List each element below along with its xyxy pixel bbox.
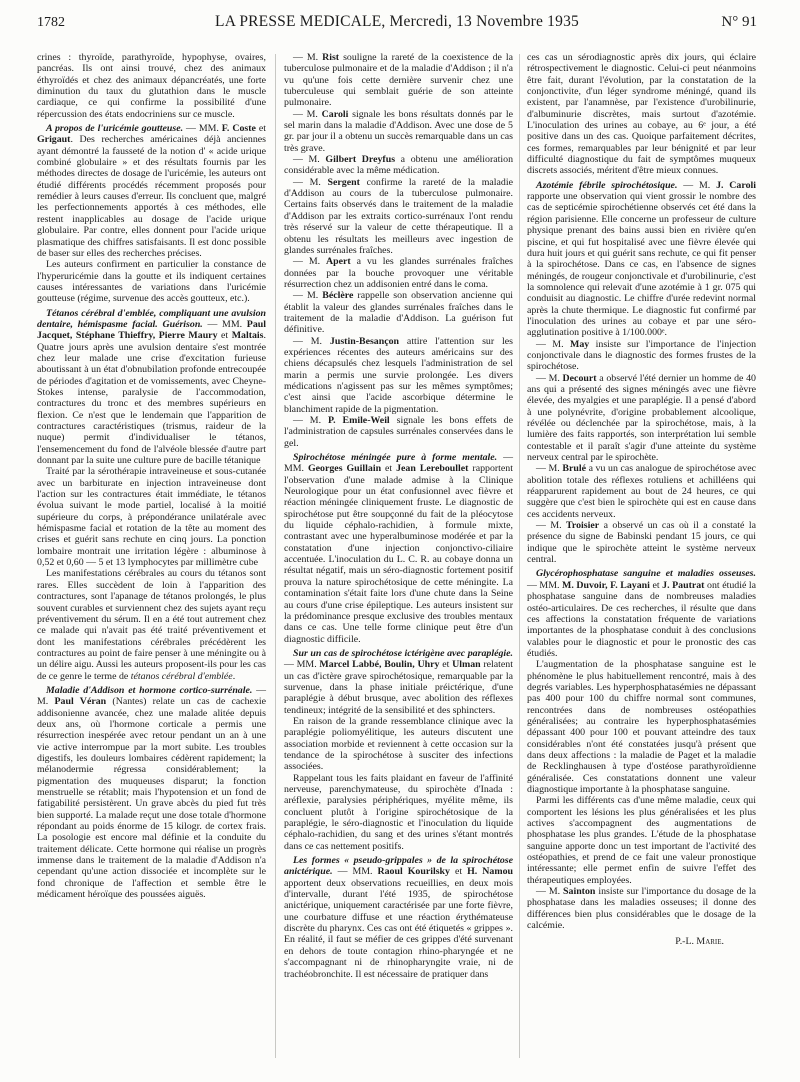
article-paragraph	[527, 463, 756, 520]
body-text: . Des recherches américaines déjà anciennes ayant démontré la fausseté de la notion d' « acide urique combiné globulaire » et des résultats fournis par les méthodes directes de dosage de l'uricémie, les auteurs ont étudié différents procédés récemment proposés pour remédier à leurs causes d'erreur. Ils concluent que, malgré les perfectionnements apportés à ces méthodes, elle restent inapplicables au dosage de l'acide urique globulaire. Par contre, elles donnent pour l'acide urique plasmatique des chiffres satisfaisants. Il est donc possible de baser sur elles des recherches précises.	[37, 134, 266, 259]
author-name: Ulman	[452, 659, 481, 671]
article-paragraph	[37, 466, 266, 568]
author-name: P. Emile-Weil	[327, 415, 390, 426]
article-title: Glycérophosphatase sanguine et maladies osseuses.	[536, 568, 756, 580]
article-paragraph	[527, 886, 756, 931]
article-paragraph	[284, 415, 513, 449]
body-text: — M.	[536, 886, 564, 898]
body-text: L'augmentation de la phosphatase sanguine est le phénomène le plus habituellement rencontré, mais à des degrés variables. Les hyperphosphatasémies ne dépassant pas 400 pour 100 du chiffre normal sont communes, rencontrées dans de nombreuses ostéopathies généralisées; au contraire les hyperphosphatasémies dépassant 400 pour 100 et pouvant atteindre des taux considérables n'ont été constatées jusqu'à présent que dans deux affections : la maladie de Paget et la maladie de Recklinghausen à type d'ostéose parathyroïdienne généralisée. Ces constatations donnent une valeur diagnostique importante à la phosphatase sanguine.	[527, 659, 756, 795]
author-name: Justin-Besançon	[329, 335, 400, 347]
article-paragraph	[527, 52, 756, 177]
body-text: — M.	[37, 684, 267, 708]
body-text: — M.	[293, 415, 328, 426]
body-text: insiste sur l'importance de l'injection conjonctivale dans le diagnostic des formes frustes de la spirochétose.	[527, 338, 757, 373]
body-text: a observé un cas où il a constaté la présence du signe de Babinski pendant 15 jours, ce qui indique que le spirochète atteint le système nerveux central.	[527, 520, 756, 566]
author-name: Paul Véran	[54, 696, 107, 708]
body-text: — M.	[293, 108, 322, 120]
body-text: Traité par la sérothérapie intraveineuse et sous-cutanée avec un barbiturate en injection intraveineuse dont l'action sur les contractures était immédiate, le tétanos évolua suivant le mode partiel, localisé à la moitié supérieure du corps, à prépondérance unilatérale avec hémispasme facial et rotation de la tête au moment des crises et guérit sans rechute en cinq jours. La ponction lombaire montrait une irritation légère : albuminose à 0,52 et 0,60 — 5 et 13 lymphocytes par millimètre cube	[37, 466, 266, 569]
author-name: Decourt	[562, 372, 597, 384]
body-text: — M.	[536, 463, 563, 475]
body-text: (Nantes) relate un cas de cachexie addisonienne avancée, chez une malade alitée depuis deux ans, où l'hormone corticale a permis une résurrection inespérée avec retour pendant un an à une vie active interrompue par la mort subite. Les troubles digestifs, les douleurs lombaires cédèrent rapidement; la mélanodermie régressa considérablement; la pigmentation des muqueuses disparut; la fonction menstruelle se rétablit; mais l'hypotension et un fond de fatigabilité persistèrent. Un grave abcès du pied fut très bien supporté. La malade reçut une dose totale d'hormone répondant au poids énorme de 15 kilogr. de cortex frais. La posologie est encore mal définie et la conduite du traitement délicate. Cette hormone qui réalise un progrès immense dans le traitement de la maladie d'Addison n'a cependant qu'une action dissociée et incomplète sur le fond chronique de l'affection et semble être le médicament héroïque des poussées aiguës.	[37, 696, 266, 901]
article-paragraph	[37, 52, 266, 120]
article-heading-paragraph	[284, 648, 513, 716]
author-name: Paul Jacquet, Stéphane Thieffry, Pierre Maury	[37, 318, 266, 342]
page-header	[37, 13, 757, 35]
body-text: et	[449, 866, 468, 878]
body-text: — MM.	[332, 866, 378, 878]
body-text: — M.	[293, 154, 326, 166]
author-name: Rist	[322, 52, 340, 63]
article-paragraph	[284, 177, 513, 256]
author-name: M. Duvoir, F. Layani	[562, 579, 650, 591]
article-paragraph	[527, 520, 756, 565]
body-text: — M.	[536, 372, 563, 384]
article-heading-paragraph	[284, 452, 513, 645]
author-name: Jean Lereboullet	[396, 463, 469, 475]
body-text: et	[217, 330, 232, 342]
author-name: Apert	[326, 256, 351, 268]
body-text: a obtenu une amélioration considérable avec la même médication.	[284, 154, 514, 177]
body-text: — M.	[677, 179, 717, 191]
article-title: Les formes « pseudo-grippales » de la spirochétose anictérique.	[284, 855, 513, 878]
article-heading-paragraph	[37, 308, 266, 467]
body-text: souligne la rareté de la coexistence de la tuberculose pulmonaire et de la maladie d'Addison ; il n'a vu qu'une fois cette dernière survenir chez une tuberculeuse qui semblait guérie de son atteinte pulmonaire.	[284, 52, 513, 109]
body-text: ces cas un sérodiagnostic après dix jours, qui éclaire rétrospectivement le diagnostic. Celui-ci peut néanmoins être fait, durant l'évolution, par la constatation de la conjonctivite, d'un léger syndrome méningé, quand ils existent, par l'anamnèse, par l'existence d'urobilinurie, d'albuminurie discrètes, mais surtout d'azotémie. L'inoculation des urines au cobaye, au 6ᵉ jour, a été positive dans un des cas. Quoique parfaitement décrites, ces formes, remarquables par leur bénignité et par leur difficulté diagnostique du fait de symptômes muqueux discrets associés, méritent d'être mieux connues.	[527, 52, 756, 177]
body-text: et	[381, 463, 397, 475]
article-title: Tétanos cérébral d'emblée, compliquant une avulsion dentaire, hémispasme facial. Guérison.	[37, 307, 266, 330]
article-title: Azotémie fébrile spirochétosique.	[536, 179, 678, 191]
author-name: Raoul Kourilsky	[377, 866, 450, 878]
author-name: Troisier	[566, 520, 600, 532]
body-text: Rappelant tous les faits plaidant en faveur de l'affinité nerveuse, parenchymateuse, du spirochète d'Inada : aréflexie, paralysies périphériques, myélite même, ils concluent plutôt à l'origine spirochétosique de la paraplégie, le séro-diagnostic et l'inoculation du liquide céphalo-rachidien, du sang et des urines s'étant montrés dans ce cas nettement positifs.	[284, 772, 513, 852]
body-text: confirme la rareté de la maladie d'Addison au cours de la tuberculose pulmonaire. Certains faits observés dans le traitement de la maladie d'Addison par les extraits cortico-surrénaux l'ont rendu très réservé sur la valeur de cette thérapeutique. Il a obtenu les résultats les meilleurs avec ingestion de glandes surrénales fraîches.	[284, 176, 513, 256]
body-text: attire l'attention sur les expériences récentes des auteurs américains sur des chiens décapsulés chez lesquels l'administration de sel marin a permis une survie prolongée. Les divers médications n'agissent pas sur les mêmes symptômes; c'est ainsi que l'acide ascorbique détermine le blanchiment rapide de la pigmentation.	[284, 335, 513, 415]
author-name: Marcel Labbé, Boulin, Uhry	[319, 659, 440, 671]
body-text: et	[255, 123, 266, 135]
article-paragraph	[284, 52, 513, 109]
body-text: signale les bons effets de l'administration de capsules surrénales conservées dans le gel.	[284, 415, 514, 449]
article-heading-paragraph	[37, 685, 266, 901]
body-text: — M.	[293, 290, 323, 302]
author-name: J. Caroli	[716, 179, 757, 191]
article-paragraph	[37, 568, 266, 681]
article-paragraph	[284, 773, 513, 852]
body-text: a vu un cas analogue de spirochétose avec abolition totale des réflexes rotuliens et achilléens qui réapparurent rapidement au bout de 24 heures, ce qui suggère que c'est bien le spirochète qui est en cause dans ces accidents nerveux.	[527, 463, 757, 520]
article-heading-paragraph	[284, 855, 513, 980]
article-paragraph	[284, 290, 513, 335]
body-text: ont étudié la phosphatase sanguine dans de nombreuses maladies ostéo-articulaires. De ces recherches, il résulte que dans ces affections la constatation fréquente de variations importantes de la phosphatase conduit à des conclusions valables pour le diagnostic et pour le pronostic des cas étudiés.	[527, 579, 757, 659]
article-title: Sur un cas de spirochétose ictérigène avec paraplégie.	[293, 647, 513, 659]
article-paragraph	[284, 154, 513, 177]
body-text: — M.	[293, 52, 323, 63]
article-title: A propos de l'uricémie goutteuse.	[46, 123, 184, 135]
body-text: rappelle son observation ancienne qui établit la valeur des glandes surrénales fraîches dans le traitement de la maladie d'Addison. La guérison fut définitive.	[284, 290, 514, 336]
author-signature: P.-L. Marie.	[675, 936, 724, 948]
body-text: — MM.	[202, 318, 247, 330]
body-text: et	[649, 579, 663, 591]
body-text: signale les bons résultats donnés par le sel marin dans la maladie d'Addison. Avec une dose de 5 gr. par jour il a obtenu un succès remarquable dans un cas très grave.	[284, 108, 513, 154]
column-rule	[519, 54, 520, 1058]
body-text: — M.	[293, 176, 328, 188]
article-paragraph	[527, 339, 756, 373]
body-text: — MM.	[284, 452, 513, 475]
column-3	[527, 52, 756, 948]
article-heading-paragraph	[527, 180, 756, 339]
column-1-text	[37, 52, 266, 900]
body-text: Les manifestations cérébrales au cours du tétanos sont rares. Elles succèdent de loin à l'apparition des contractures, sont l'apanage de tétanos prolongés, le plus souvent curables et surviennent chez des sujets ayant reçu préventivement du sérum. Il en a été tout autrement chez ce malade qui n'avait pas été traité préventivement et dont les manifestations cérébrales précédèrent les contractures au point de faire penser à une méningite ou à un délire aigu. Aussi les auteurs proposent-ils pour les cas de ce genre le terme de	[37, 568, 266, 682]
article-paragraph	[284, 336, 513, 415]
body-text: .	[232, 670, 236, 682]
author-name: F. Coste	[221, 123, 256, 135]
body-text: — M.	[293, 335, 330, 347]
article-paragraph	[527, 659, 756, 795]
article-paragraph	[284, 716, 513, 773]
body-text: rapportent l'observation d'une malade admise à la Clinique Neurologique pour un état confusionnel avec fièvre et réaction méningée cliniquement fruste. Le diagnostic de spirochétose put être soupçonné du fait de la pléocytose du liquide céphalo-rachidien, à formule mixte, contrastant avec une hyperalbuminose modérée et par la constatation d'une injection conjonctivo-ciliaire accentuée. L'inoculation du L. C. R. au cobaye donna un résultat négatif, mais un séro-diagnostic fortement positif prouva la nature spirochétosique de cette méningite. La contamination s'était faite lors d'une chute dans la Seine au cours d'une crise épileptique. Les auteurs insistent sur la prédominance presque exclusive des troubles mentaux dans ce cas. Une telle forme clinique peut être d'un diagnostic difficile.	[284, 463, 513, 645]
body-text: Parmi les différents cas d'une même maladie, ceux qui comportent les lésions les plus généralisées et les plus actives s'accompagnent des augmentations de phosphatase les plus grandes. L'étude de la phosphatase sanguine apporte donc un test important de l'activité des ostéopathies, et prend de ce fait une valeur pronostique intéressante; elle permet enfin de suivre l'effet des thérapeutiques employées.	[527, 795, 756, 886]
article-paragraph	[527, 373, 756, 464]
body-text: insiste sur l'importance du dosage de la phosphatase dans les maladies osseuses; il donne des différences bien plus considérables que le dosage de la calcémie.	[527, 886, 756, 932]
author-name: Brulé	[562, 463, 586, 475]
body-text: a observé l'été dernier un homme de 40 ans qui a présenté des signes méningés avec une fièvre élevée, des myalgies et une paraplégie. Il a pensé d'abord à une polynévrite, d'origine probablement alcoolique, révélée ou déclenchée par la spirochétose, mais, à la lumière des faits rapportés, son interprétation lui semble contestable et il paraît s'agir d'une atteinte du système nerveux central par le spirochète.	[527, 372, 756, 464]
body-text: — MM.	[527, 579, 563, 591]
author-name: Béclère	[322, 290, 354, 302]
body-text: . Quatre jours après une avulsion dentaire s'est montrée chez leur malade une crise d'excitation furieuse aboutissant à un état d'obnubilation profonde entrecoupée de périodes d'agitation et de vomissements, avec Cheyne-Stokes intense, paralysie de l'accommodation, contractures du tronc et des membres supérieurs en flexion. Ce n'est que le lendemain que l'apparition de contractures caractéristiques (trismus, raideur de la nuque) permit d'individualiser le tétanos, l'ensemencement du fond de l'alvéole blessée d'autre part donnant par la suite une culture pure de bacille tétanique	[37, 330, 266, 467]
body-text: Les auteurs confirment en particulier la constance de l'hyperuricémie dans la goutte et ils indiquent certaines causes intéressantes de variations dans l'uricémie goutteuse (régime, survenue des accès goutteux, etc.).	[37, 259, 266, 305]
author-name: Sainton	[563, 886, 596, 898]
page-number: 1782	[37, 15, 65, 30]
emphasis-text: tétanos cérébral d'emblée	[130, 670, 233, 682]
article-paragraph	[284, 109, 513, 154]
author-name: Georges Guillain	[307, 463, 382, 475]
article-title: Spirochétose méningée pure à forme mentale.	[293, 452, 498, 464]
article-paragraph	[284, 256, 513, 290]
author-name: H. Namou	[467, 866, 514, 878]
body-text: rapporte une observation qui vient grossir le nombre des cas de septicémie spirochétienne observés cet été dans la région parisienne. Elle concerne un professeur de culture physique prenant des bains aussi bien en rivière qu'en piscine, et qui fut hospitalisé avec une fièvre élevée qui dura huit jours et qui guérit sans rechute, ce qui fit penser à la spirochétose. Dans ce cas, en l'absence de signes méningés, de rougeur conjonctivale et d'urobilinurie, c'est la somnolence qui relevait d'une azotémie à 1 gr. 075 qui conduisit au diagnostic. Le chiffre d'urée redevint normal après la chute thermique. Le diagnostic fut confirmé par l'inoculation des urines au cobaye et par une séro-agglutination positive à 1/100.000ᵉ.	[527, 191, 756, 339]
article-paragraph	[527, 795, 756, 886]
author-name: Maltais	[231, 330, 264, 342]
issue-number: N° 91	[721, 14, 757, 30]
article-heading-paragraph	[527, 568, 756, 659]
author-name: Grigaut	[37, 134, 71, 146]
body-text: a vu les glandes surrénales fraîches données par la bouche provoquer une véritable résurrection chez un addisonien entré dans le coma.	[284, 256, 513, 290]
column-2-text	[284, 52, 513, 980]
article-title: Maladie d'Addison et hormone cortico-surrénale.	[46, 684, 253, 696]
journal-title: LA PRESSE MEDICALE, Mercredi, 13 Novembre 1935	[215, 13, 579, 30]
body-text: crines : thyroïde, parathyroïde, hypophyse, ovaires, pancréas. Ils ont ainsi trouvé, chez des animaux éthyroïdés et chez des animaux dépancréatés, une forte diminution du taux du glutathion dans le muscle cardiaque, ce qui confirme la possibilité d'une répercussion des états endocriniens sur ce muscle.	[37, 52, 266, 120]
author-name: May	[570, 338, 590, 350]
body-text: En raison de la grande ressemblance clinique avec la paraplégie poliomyélitique, les auteurs discutent une association morbide et reviennent à cette occasion sur la tendance de la spirochétose à susciter des infections associées.	[284, 715, 513, 773]
column-2	[284, 52, 513, 980]
column-3-text	[527, 52, 756, 931]
body-text: apportent deux observations recueillies, en deux mois d'intervalle, durant l'été 1935, de spirochétose anictérique, uniquement caractérisée par une forte fièvre, une courbature diffuse et une réaction érythémateuse discrète du pharynx. Ces cas ont été étiquetés « grippes ». En réalité, il faut se méfier de ces grippes d'été survenant en dehors de toute contagion rhino-pharyngée et ne s'accompagnant ni de rhinopharyngite vraie, ni de trachéobronchite. Il est nécessaire de pratiquer dans	[284, 877, 513, 980]
column-1	[37, 52, 266, 900]
body-text: — M.	[536, 520, 567, 532]
body-text: — MM.	[183, 123, 222, 135]
author-name: Caroli	[321, 108, 349, 120]
author-name: Gilbert Dreyfus	[325, 154, 396, 166]
body-text: relatent un cas d'ictère grave spirochétosique, remarquable par la survenue, dans la phase initiale préictérique, d'une paraplégie à début brusque, avec abolition des réflexes tendineux; intégrité de la sensibilité et des sphincters.	[284, 659, 513, 716]
author-name: Sergent	[327, 176, 360, 188]
body-text: et	[439, 659, 453, 671]
body-text: — MM.	[284, 659, 320, 671]
author-name: J. Pautrat	[662, 579, 705, 591]
article-heading-paragraph	[37, 123, 266, 259]
body-text: — M.	[536, 338, 570, 350]
column-rule	[275, 54, 276, 1058]
body-text: — M.	[293, 256, 326, 268]
article-paragraph	[37, 259, 266, 304]
